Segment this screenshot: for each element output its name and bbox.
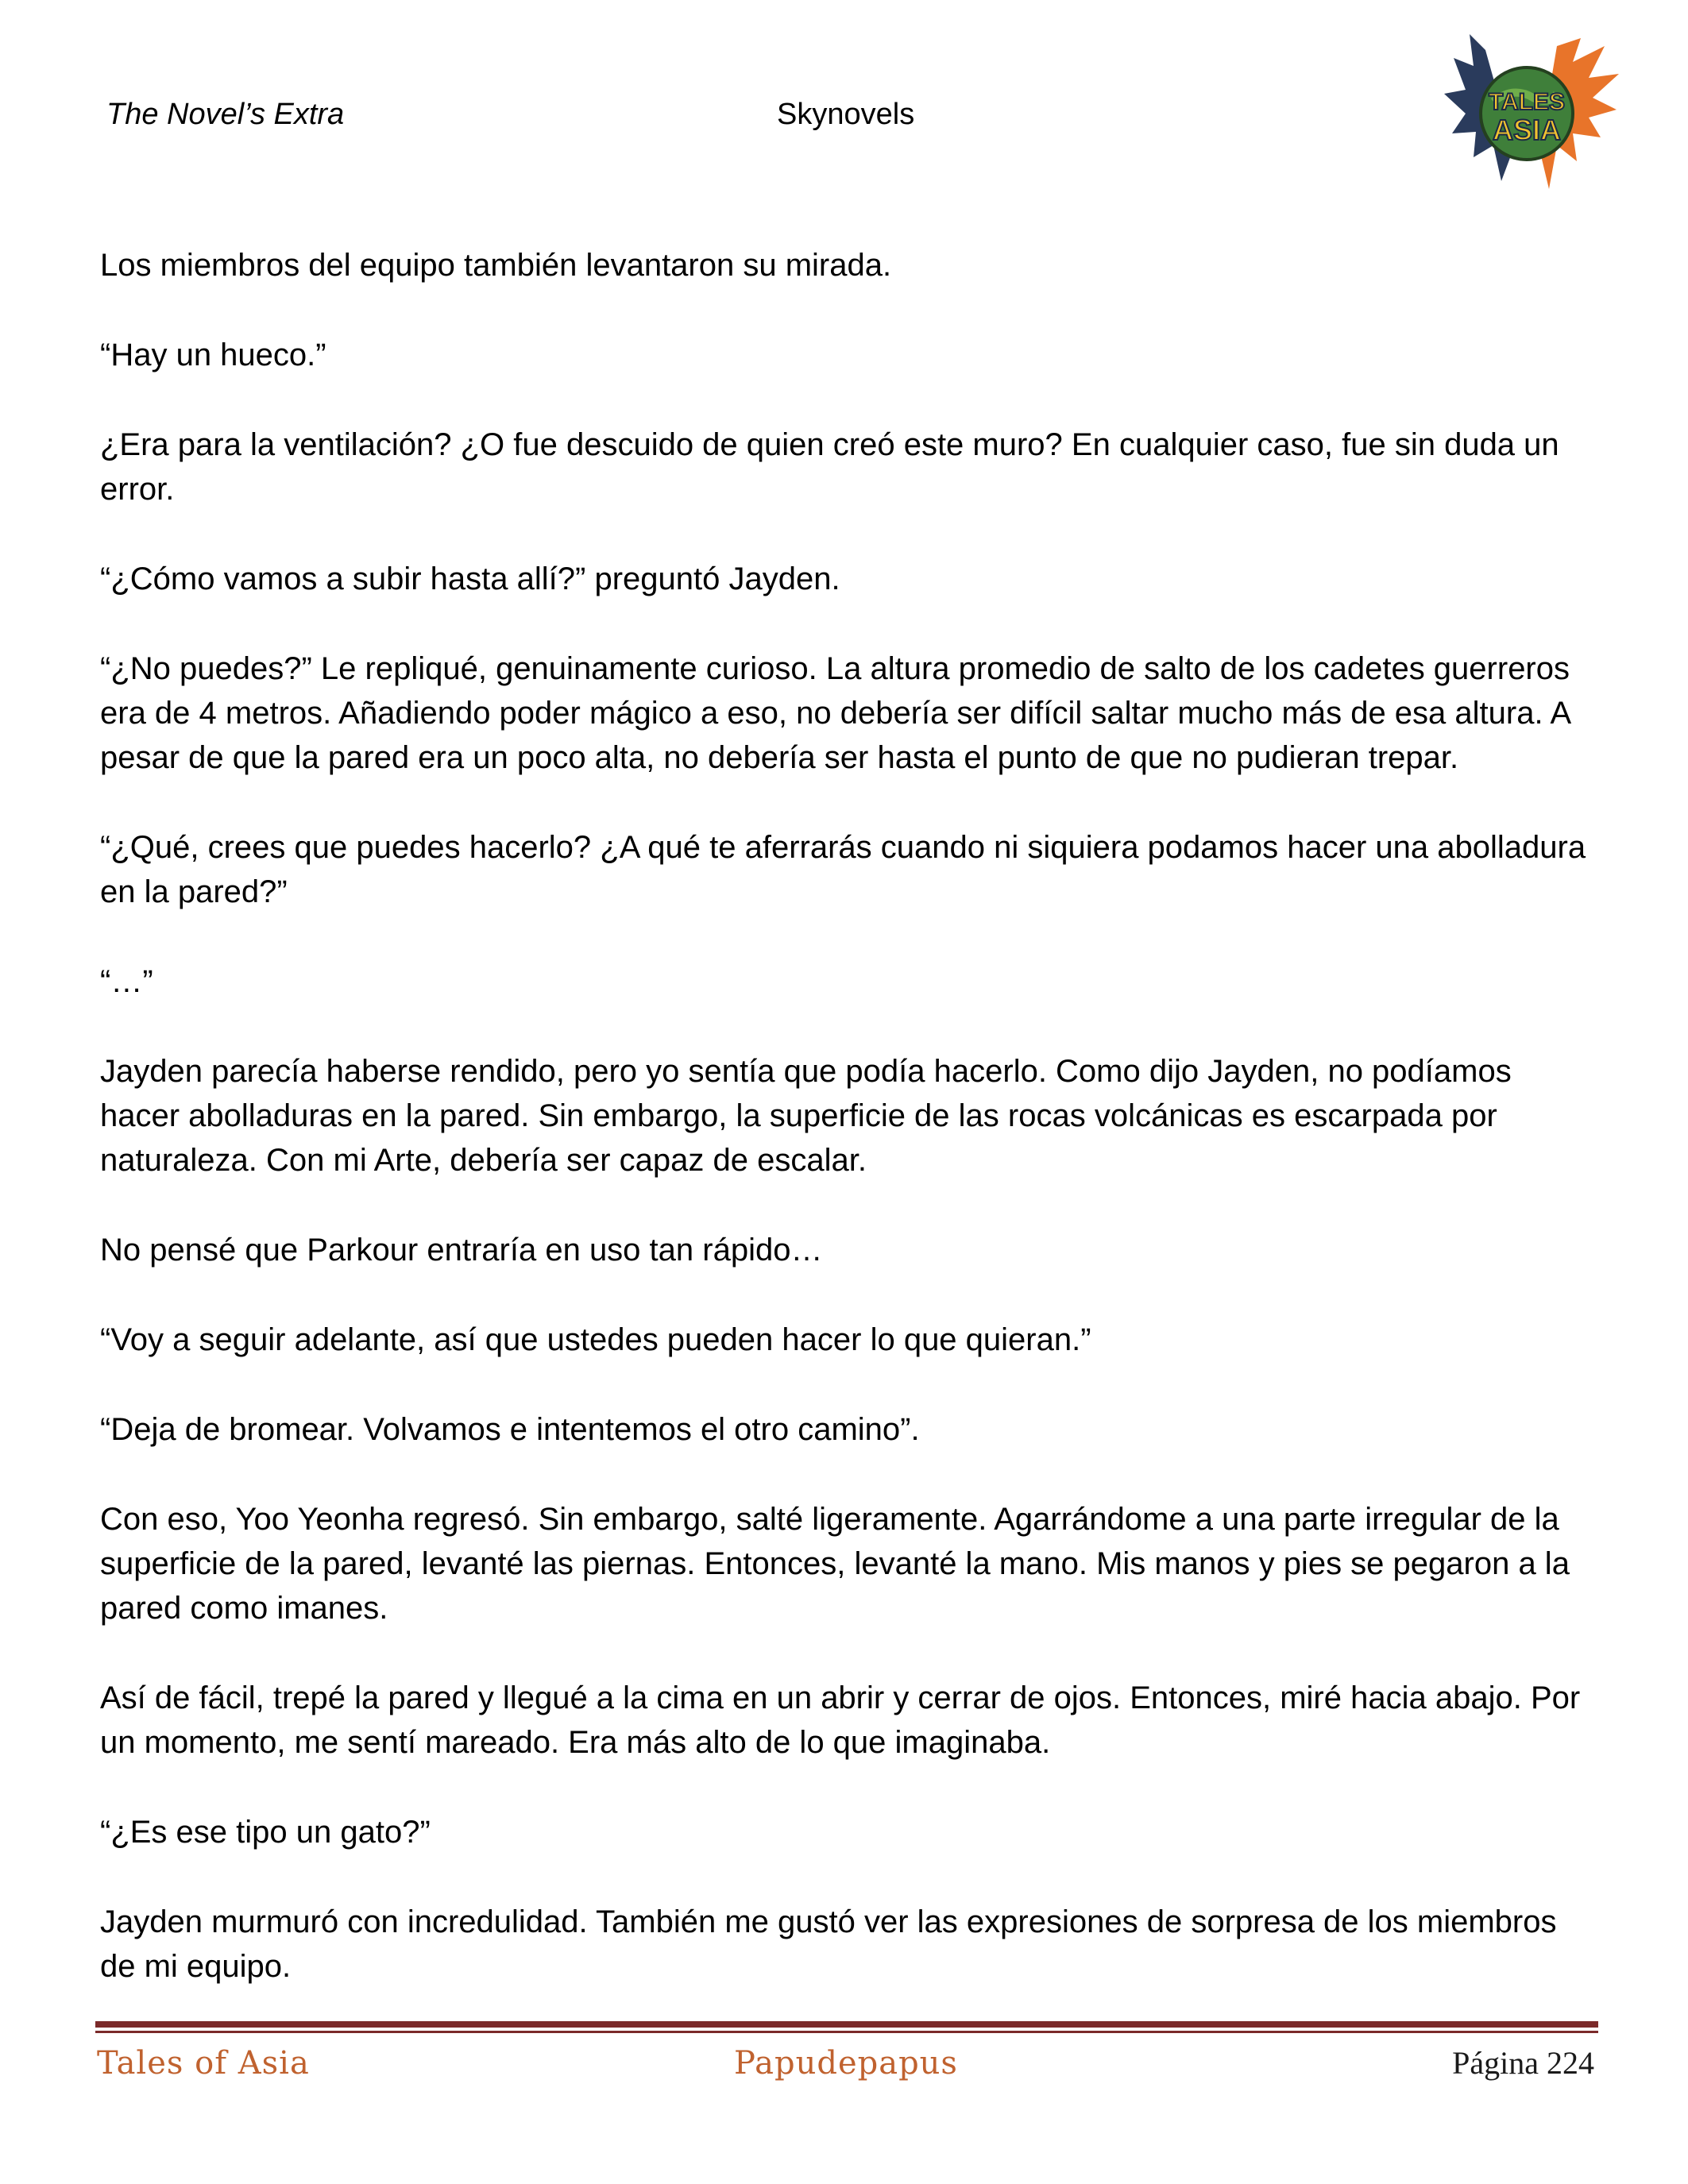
chapter-text — [100, 243, 1593, 2034]
paragraph: Jayden parecía haberse rendido, pero yo sentía que podía hacerlo. Como dijo Jayden, no podíamos hacer abolladuras en la pared. Sin embargo, la superficie de las rocas volcánicas es escarpada por naturaleza. Con mi Arte, debería ser capaz de escalar. — [100, 1054, 1512, 1178]
paragraph: No pensé que Parkour entraría en uso tan rápido… — [100, 1233, 823, 1268]
paragraph: “¿No puedes?” Le repliqué, genuinamente curioso. La altura promedio de salto de los cadetes guerreros era de 4 metros. Añadiendo poder mágico a eso, no debería ser difícil saltar mucho más de esa altura. A pesar de que la pared era un poco alta, no debería ser hasta el punto de que no pudieran trepar. — [100, 651, 1570, 775]
paragraph: “Hay un hueco.” — [100, 338, 326, 372]
footer-translator: Papudepapus — [734, 2045, 958, 2082]
paragraph: “¿Qué, crees que puedes hacerlo? ¿A qué te aferrarás cuando ni siquiera podamos hacer una abolladura en la pared?” — [100, 830, 1586, 909]
logo-text-top: TALES — [1488, 89, 1566, 115]
footer-divider-thin — [95, 2031, 1598, 2033]
paragraph: “¿Cómo vamos a subir hasta allí?” preguntó Jayden. — [100, 561, 840, 596]
site-name: Skynovels — [777, 98, 915, 131]
paragraph: “¿Es ese tipo un gato?” — [100, 1815, 431, 1850]
paragraph: Los miembros del equipo también levantaron su mirada. — [100, 248, 892, 283]
paragraph: “Deja de bromear. Volvamos e intentemos el otro camino”. — [100, 1412, 920, 1447]
book-title: The Novel’s Extra — [106, 98, 345, 131]
page-header — [0, 94, 1688, 141]
page-footer — [0, 2039, 1688, 2095]
paragraph: Así de fácil, trepé la pared y llegué a la cima en un abrir y cerrar de ojos. Entonces, miré hacia abajo. Por un momento, me sentí mareado. Era más alto de lo que imaginaba. — [100, 1680, 1581, 1760]
paragraph: Jayden murmuró con incredulidad. También me gustó ver las expresiones de sorpresa de los miembros de mi equipo. — [100, 1904, 1557, 1984]
footer-divider — [95, 2021, 1598, 2028]
footer-publisher: Tales of Asia — [97, 2045, 310, 2082]
page-number: Página 224 — [1452, 2045, 1594, 2081]
paragraph: ¿Era para la ventilación? ¿O fue descuido de quien creó este muro? En cualquier caso, fue sin duda un error. — [100, 427, 1559, 507]
logo-text-bottom: ASIA — [1492, 114, 1562, 146]
paragraph: “Voy a seguir adelante, así que ustedes pueden hacer lo que quieran.” — [100, 1322, 1091, 1357]
paragraph: Con eso, Yoo Yeonha regresó. Sin embargo, salté ligeramente. Agarrándome a una parte irregular de la superficie de la pared, levanté las piernas. Entonces, levanté la mano. Mis manos y pies se pegaron a la pared como imanes. — [100, 1502, 1570, 1626]
paragraph: “…” — [100, 964, 153, 999]
tales-of-asia-logo — [1438, 30, 1622, 199]
